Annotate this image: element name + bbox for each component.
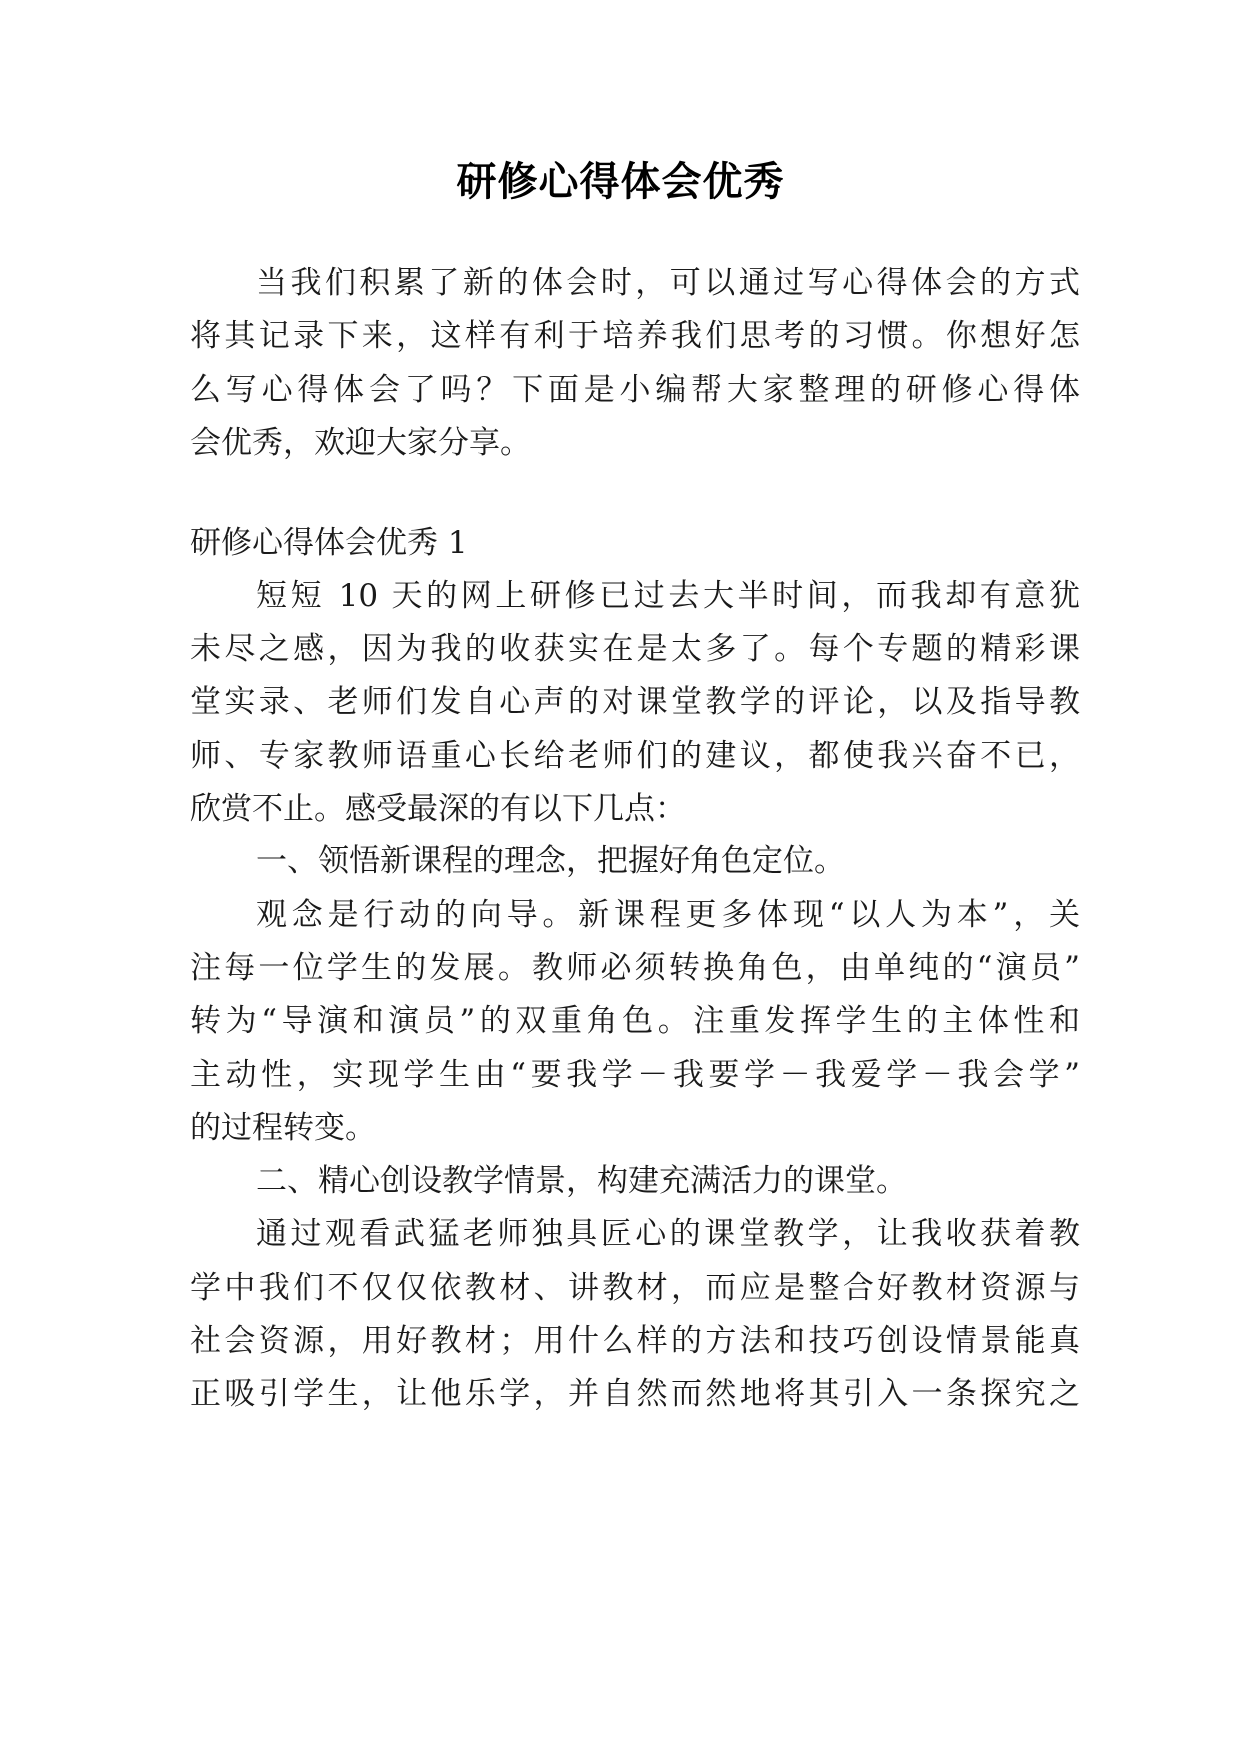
paragraph-line: 社会资源，用好教材；用什么样的方法和技巧创设情景能真 bbox=[190, 1323, 1080, 1359]
paragraph-line: 会优秀，欢迎大家分享。 bbox=[190, 425, 531, 461]
paragraph-line: 师、专家教师语重心长给老师们的建议，都使我兴奋不已， bbox=[190, 738, 1080, 774]
paragraph-line: 将其记录下来，这样有利于培养我们思考的习惯。你想好怎 bbox=[190, 318, 1080, 354]
subheading-line: 一、领悟新课程的理念，把握好角色定位。 bbox=[256, 843, 845, 879]
paragraph-line: 学中我们不仅仅依教材、讲教材，而应是整合好教材资源与 bbox=[190, 1270, 1080, 1306]
paragraph-line: 转为“导演和演员”的双重角色。注重发挥学生的主体性和 bbox=[190, 1003, 1080, 1039]
paragraph-line: 么写心得体会了吗？下面是小编帮大家整理的研修心得体 bbox=[190, 372, 1080, 408]
section-heading: 研修心得体会优秀 1 bbox=[190, 525, 468, 561]
paragraph-line: 正吸引学生，让他乐学，并自然而然地将其引入一条探究之 bbox=[190, 1376, 1080, 1412]
paragraph-line: 观念是行动的向导。新课程更多体现“以人为本”，关 bbox=[256, 897, 1080, 933]
paragraph-line: 堂实录、老师们发自心声的对课堂教学的评论，以及指导教 bbox=[190, 684, 1080, 720]
paragraph-line: 注每一位学生的发展。教师必须转换角色，由单纯的“演员” bbox=[190, 950, 1080, 986]
paragraph-line: 未尽之感，因为我的收获实在是太多了。每个专题的精彩课 bbox=[190, 631, 1080, 667]
subheading-line: 二、精心创设教学情景，构建充满活力的课堂。 bbox=[256, 1163, 907, 1199]
paragraph-line: 主动性，实现学生由“要我学－我要学－我爱学－我会学” bbox=[190, 1057, 1080, 1093]
paragraph-line: 的过程转变。 bbox=[190, 1110, 376, 1146]
paragraph-line: 通过观看武猛老师独具匠心的课堂教学，让我收获着教 bbox=[256, 1216, 1080, 1252]
paragraph-line: 当我们积累了新的体会时，可以通过写心得体会的方式 bbox=[256, 265, 1080, 301]
document-title: 研修心得体会优秀 bbox=[456, 158, 785, 205]
paragraph-line: 短短 10 天的网上研修已过去大半时间，而我却有意犹 bbox=[256, 578, 1080, 614]
paragraph-line: 欣赏不止。感受最深的有以下几点： bbox=[190, 791, 686, 827]
